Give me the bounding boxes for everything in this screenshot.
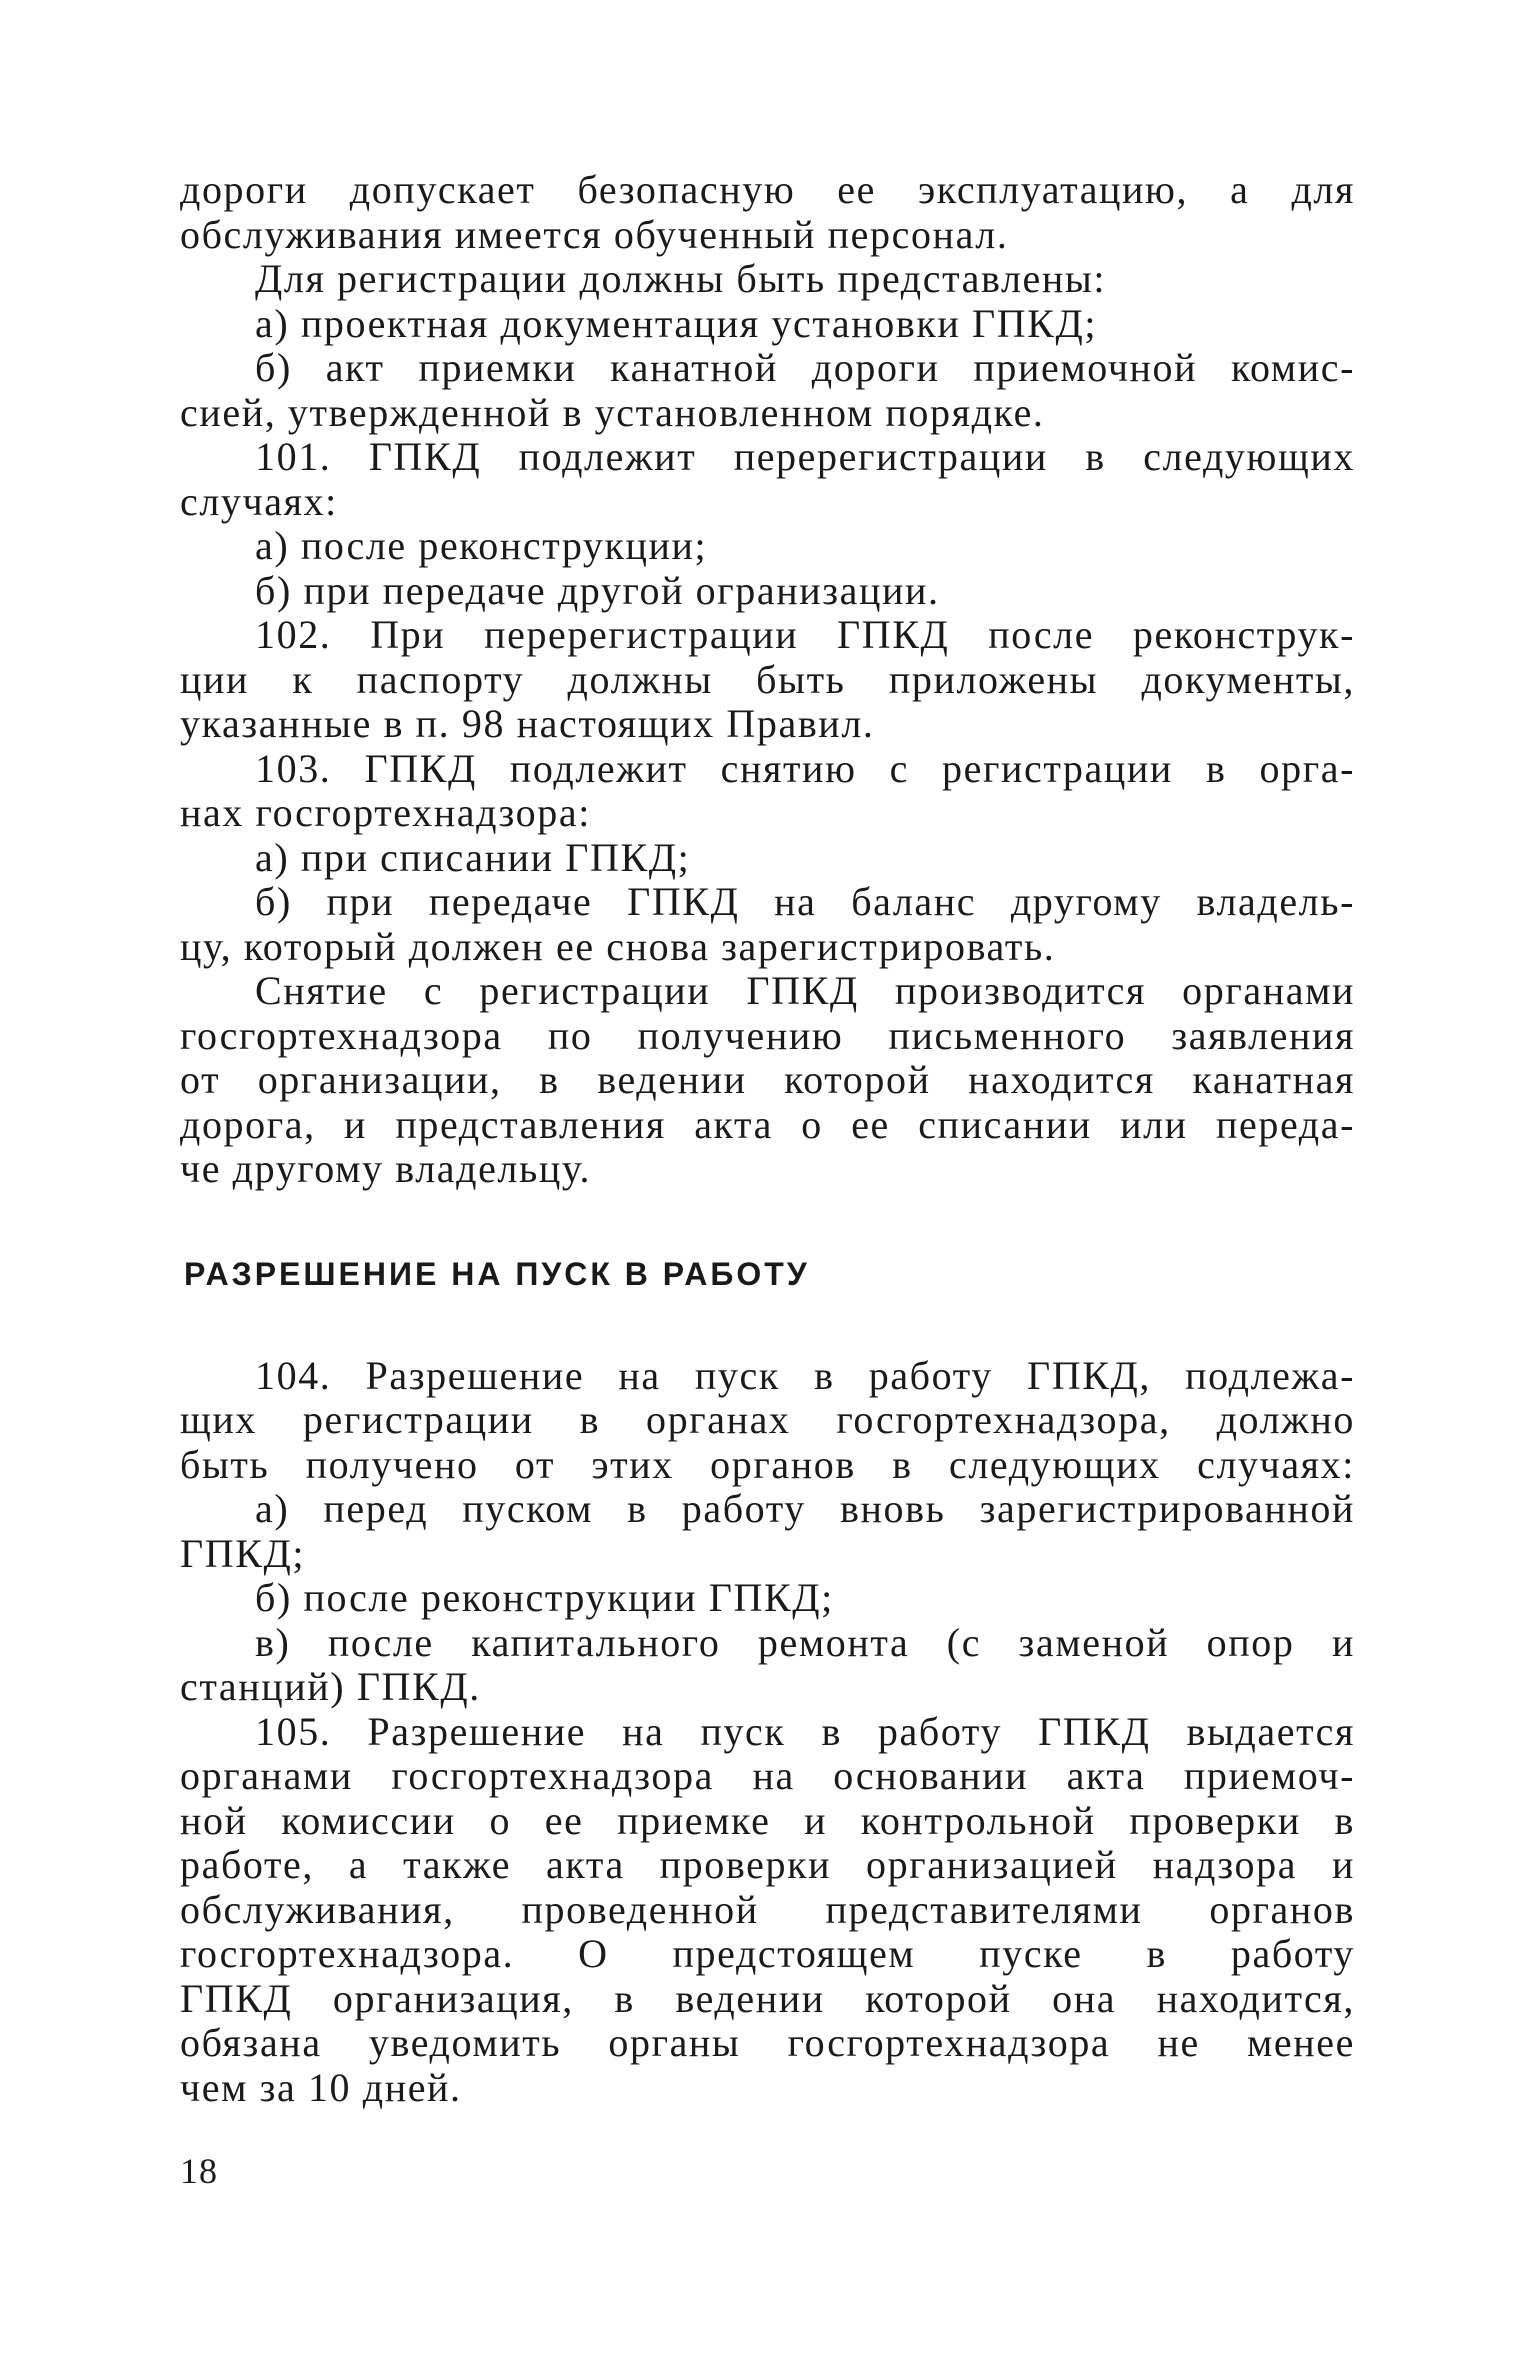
text-line: щих регистрации в органах госгортехнадзора, должно [180, 1397, 1355, 1442]
text-line: быть получено от этих органов в следующих случаях: [180, 1441, 1355, 1487]
text-line: Снятие с регистрации ГПКД производится органами [255, 968, 1355, 1013]
clause-103: 103. ГПКД подлежит снятию с регистрации в орга- [255, 745, 1355, 791]
text-line: дороги допускает безопасную ее эксплуатацию, а для [180, 167, 1355, 212]
text-line: указанные в п. 98 настоящих Правил. [180, 701, 875, 746]
text-line: ной комиссии о ее приемке и контрольной проверки в [180, 1797, 1355, 1843]
list-item: в) после капитального ремонта (с заменой опор и [255, 1619, 1355, 1665]
text-line: дорога, и представления акта о ее списании или переда- [180, 1101, 1355, 1147]
text-line: цу, который должен ее снова зарегистрировать. [180, 923, 1056, 969]
list-item: а) при списании ГПКД; [255, 834, 691, 880]
list-item: а) перед пуском в работу вновь зарегистрированной [255, 1486, 1355, 1531]
text-line: работе, а также акта проверки организацией надзора и [180, 1842, 1355, 1887]
section-heading: РАЗРЕШЕНИЕ НА ПУСК В РАБОТУ [184, 1255, 810, 1292]
text-line: чем за 10 дней. [180, 2064, 462, 2110]
text-line: от организации, в ведении которой находится канатная [180, 1057, 1355, 1102]
list-item: б) при передаче ГПКД на баланс другому владель- [255, 879, 1355, 924]
text-line: сией, утвержденной в установленном порядке. [180, 389, 1045, 435]
text-line: Для регистрации должны быть представлены: [255, 256, 1107, 301]
list-item: б) при передаче другой огранизации. [255, 567, 940, 613]
text-line: нах госгортехнадзора: [180, 790, 591, 835]
text-line: станций) ГПКД. [180, 1664, 481, 1709]
page-text [180, 168, 1355, 2110]
text-line: ГПКД организация, в ведении которой она находится, [180, 1975, 1355, 2021]
clause-104: 104. Разрешение на пуск в работу ГПКД, подлежа- [255, 1352, 1355, 1398]
text-line: обслуживания, проведенной представителями органов [180, 1886, 1355, 1932]
text-line: госгортехнадзора. О предстоящем пуске в работу [180, 1931, 1355, 1976]
list-item: б) акт приемки канатной дороги приемочной комис- [255, 345, 1355, 390]
text-line: обслуживания имеется обученный персонал. [180, 211, 1009, 257]
clause-105: 105. Разрешение на пуск в работу ГПКД выдается [255, 1708, 1355, 1754]
clause-102: 102. При перерегистрации ГПКД после реконструк- [255, 612, 1355, 657]
list-item: а) проектная документация установки ГПКД; [255, 300, 1098, 346]
clause-101: 101. ГПКД подлежит перерегистрации в следующих [255, 434, 1355, 479]
text-line: обязана уведомить органы госгортехнадзора не менее [180, 2020, 1355, 2065]
list-item: а) после реконструкции; [255, 523, 708, 568]
text-line: госгортехнадзора по получению письменного заявления [180, 1012, 1355, 1058]
text-line: че другому владельцу. [180, 1146, 592, 1191]
text-line: ГПКД; [180, 1530, 306, 1576]
text-line: случаях: [180, 478, 338, 524]
list-item: б) после реконструкции ГПКД; [255, 1575, 834, 1620]
text-line: ции к паспорту должны быть приложены документы, [180, 656, 1355, 702]
page-number: 18 [180, 2151, 218, 2191]
text-line: органами госгортехнадзора на основании акта приемоч- [180, 1753, 1355, 1798]
